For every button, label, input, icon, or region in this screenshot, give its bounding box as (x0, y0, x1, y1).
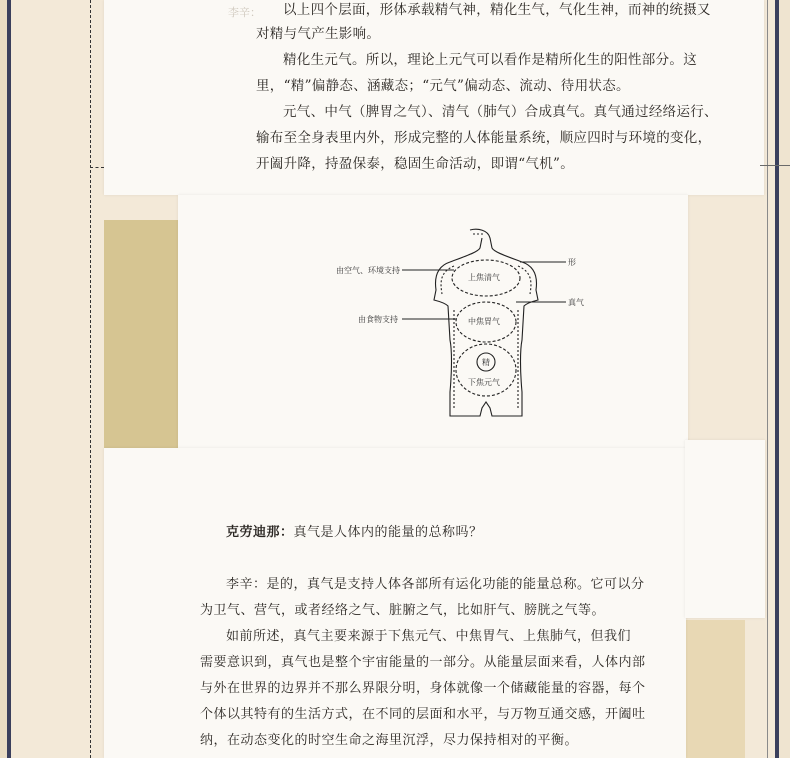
paragraph-line: 为卫气、营气，或者经络之气、脏腑之气，比如肝气、膀胱之气等。 (200, 603, 606, 618)
label-form: 形 (568, 258, 576, 267)
question-text: 真气是人体内的能量的总称吗？ (293, 525, 483, 540)
navy-border-left (7, 0, 11, 758)
label-true-qi: 真气 (568, 298, 584, 307)
paragraph-line: 以上四个层面，形体承载精气神，精化生气，气化生神，而神的统摄又 (283, 2, 711, 18)
lower-jiao-circle (456, 344, 516, 396)
paragraph-line: 输布至全身表里内外，形成完整的人体能量系统，顺应四时与环境的变化， (256, 130, 712, 146)
speaker-name: 克劳迪那： (226, 525, 294, 540)
label-middle-jiao: 中焦胃气 (468, 317, 500, 326)
paper-edge-right (779, 0, 790, 758)
question-line (226, 520, 483, 547)
label-lower-jiao: 下焦元气 (468, 378, 500, 387)
dashed-guide-horizontal (90, 167, 104, 168)
paragraph-line: 开阖升降，持盈保泰，稳固生命活动，即谓“气机”。 (256, 156, 575, 172)
page-card-side (685, 440, 765, 618)
answer-text: 是的，真气是支持人体各部所有运化功能的能量总称。它可以分 (266, 577, 645, 592)
paragraph-line: 需要意识到，真气也是整个宇宙能量的一部分。从能量层面来看，人体内部 (200, 655, 646, 670)
paragraph-line: 个体以其特有的生活方式，在不同的层面和水平，与万物互通交感，开阖吐 (200, 707, 646, 722)
paragraph-line: 里，“精”偏静态、涵藏态；“元气”偏动态、流动、待用状态。 (256, 78, 630, 94)
label-upper-jiao: 上焦清气 (468, 273, 500, 282)
speaker-name: 李辛： (226, 577, 267, 592)
paragraph-line: 与外在世界的边界并不那么界限分明，身体就像一个储藏能量的容器，每个 (200, 681, 646, 696)
paper-scrap (104, 220, 184, 450)
paragraph-line: 纳，在动态变化的时空生命之海里沉浮，尽力保持相对的平衡。 (200, 733, 579, 748)
label-air-support: 由空气、环境支持 (336, 266, 400, 275)
label-jing: 精 (482, 358, 490, 367)
answer-line (226, 572, 645, 599)
paragraph-line: 对精与气产生影响。 (256, 26, 381, 42)
sketch-line (760, 165, 790, 166)
dashed-guide-vertical (90, 0, 91, 758)
paper-scrap (685, 620, 745, 758)
ghost-speaker: 李辛： (228, 6, 261, 19)
body-energy-diagram (330, 220, 590, 425)
paragraph-line: 元气、中气（脾胃之气）、清气（肺气）合成真气。真气通过经络运行、 (283, 104, 718, 120)
label-food-support: 由食物支持 (358, 315, 398, 324)
paragraph-line: 精化生元气。所以，理论上元气可以看作是精所化生的阳性部分。这 (283, 52, 697, 68)
paragraph-line: 如前所述，真气主要来源于下焦元气、中焦胃气、上焦肺气，但我们 (226, 629, 632, 644)
sketch-line (767, 0, 768, 758)
